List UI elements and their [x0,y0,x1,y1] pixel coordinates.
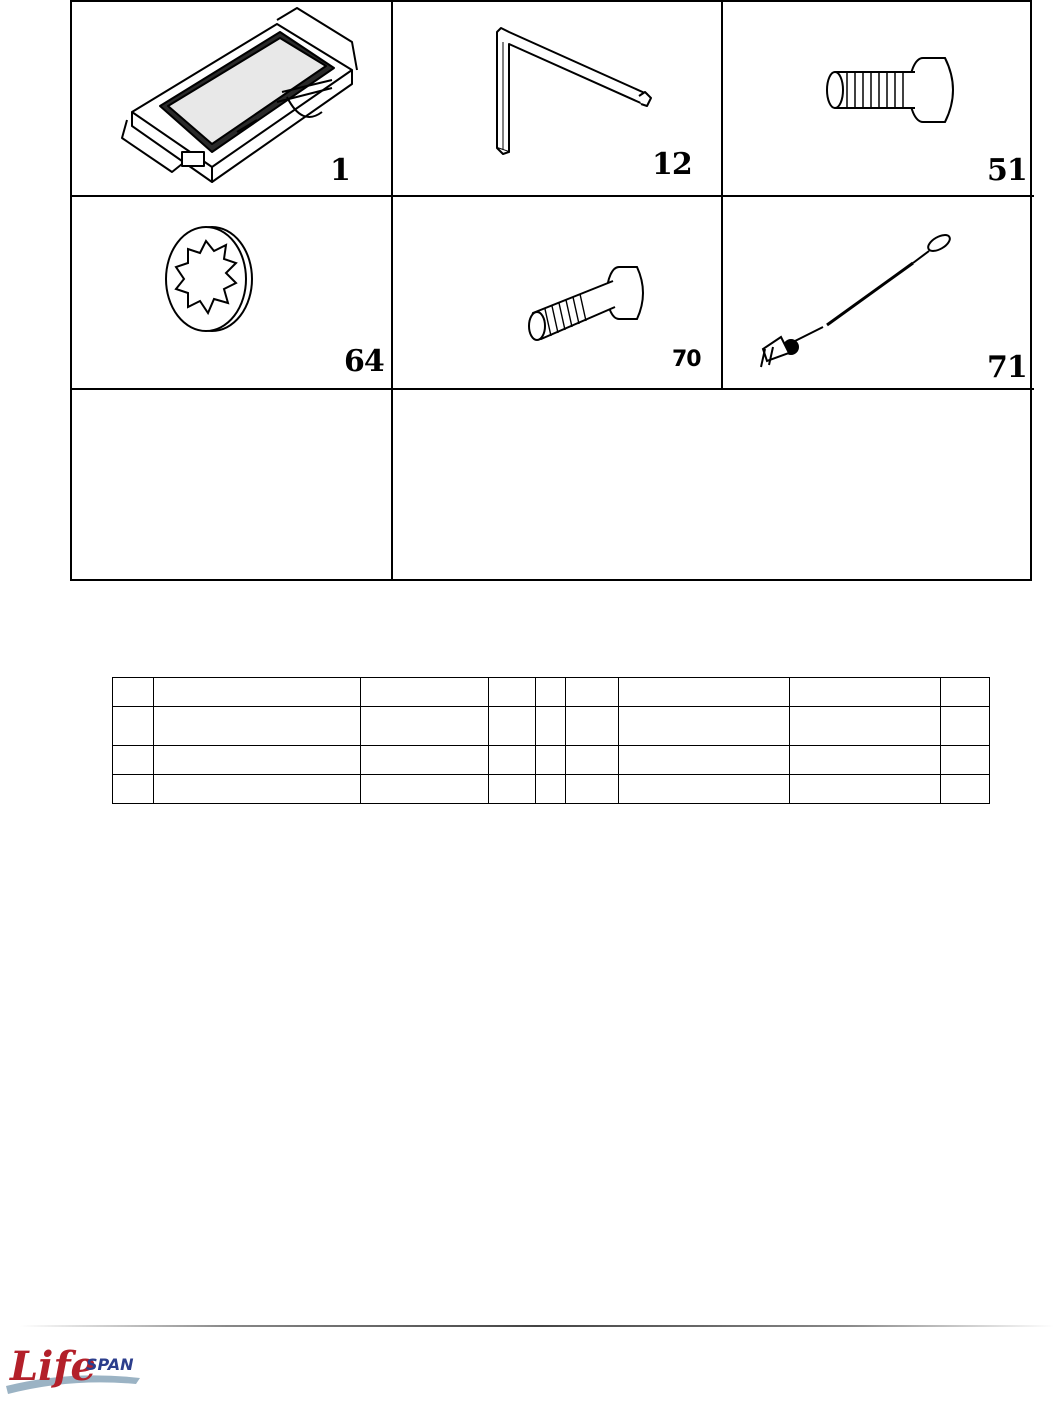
part-cell-12 [393,2,723,197]
part-number: 70 [672,347,701,372]
part-number: 71 [987,350,1027,385]
empty-cell-left [72,390,393,579]
table-row [113,707,990,745]
part-cell-1 [72,2,393,197]
part-cell-51 [723,2,1034,197]
part-cell-71 [723,197,1034,390]
part-number: 51 [987,153,1027,188]
empty-cell-right [393,390,1030,579]
part-number: 1 [330,153,350,188]
parts-illustration-grid [70,0,1032,581]
part-number: 12 [652,147,692,182]
logo-span-text: SPAN [86,1355,134,1374]
part-number: 64 [344,344,384,379]
table-row [113,678,990,707]
part-cell-64 [72,197,393,390]
table-row [113,774,990,803]
part-cell-70 [393,197,723,390]
logo-life-text: Life [10,1343,96,1390]
hardware-table [112,677,990,804]
lifespan-logo [0,1334,150,1408]
table-row [113,745,990,774]
footer-divider [20,1325,1054,1327]
